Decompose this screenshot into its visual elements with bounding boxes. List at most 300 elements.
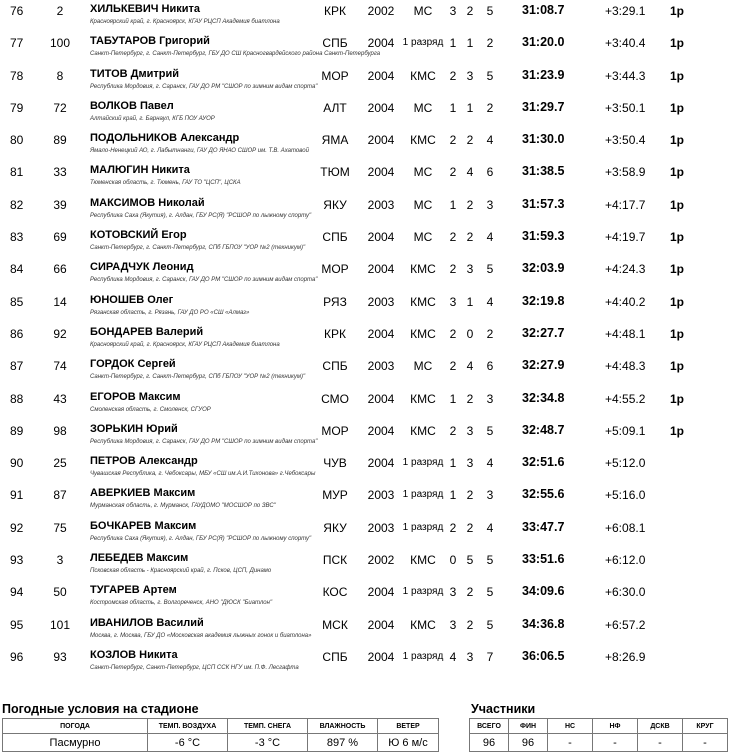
shooting-1: 1 [449,100,457,115]
shooting-2: 1 [466,294,474,309]
participants-section-title: Участники [471,702,536,716]
bib-number: 75 [53,520,67,535]
shooting-1: 3 [449,585,457,600]
shooting-1: 1 [449,456,457,471]
result-row [0,0,750,32]
shooting-1: 2 [449,230,457,245]
birth-year: 2004 [367,100,395,115]
athlete-club: Тюменская область, г. Тюмень, ГАУ ТО "ЦСП", ЦСКА [90,180,241,187]
region-code: ЯКУ [323,197,347,212]
bib-number: 33 [53,165,67,180]
place: 84 [10,262,24,277]
birth-year: 2002 [367,4,395,18]
athlete-club: Мурманская область, г. Мурманск, ГАУДОМО "МОСШОР по ЗВС" [90,503,276,510]
athlete-name: ЛЕБЕДЕВ Максим [90,552,189,565]
place: 80 [10,133,24,148]
participants-dsq: - [638,734,683,752]
participants-header-total: ВСЕГО [470,719,509,734]
participants-header-dns: НС [548,719,593,734]
athlete-name: ТУГАРЕВ Артем [90,584,177,597]
participants-header-row [470,719,728,734]
time-behind: +3:50.4 [605,133,646,148]
bib-number: 25 [53,456,67,471]
region-code: МСК [322,617,348,632]
shooting-2: 3 [466,649,474,664]
athlete-name: КОЗЛОВ Никита [90,648,178,661]
place: 90 [10,456,24,471]
achieved-class: 1р [670,4,685,18]
shooting-total: 5 [486,423,494,438]
achieved-class: 1р [670,359,685,374]
athlete-club: Республика Саха (Якутия), г. Алдан, ГБУ РС(Я) "РСШОР по лыжному спорту" [90,535,312,542]
finish-time: 32:27.7 [522,325,565,340]
time-behind: +3:58.9 [605,165,646,180]
sport-rank: МС [413,4,433,18]
shooting-1: 2 [449,326,457,341]
achieved-class: 1р [670,36,685,51]
participants-lapped: - [683,734,728,752]
place: 81 [10,165,24,180]
athlete-club: Санкт-Петербург, г. Санкт-Петербург, СПб ГБПОУ "УОР №2 (техникум)" [90,245,306,252]
sport-rank: КМС [410,617,436,632]
place: 93 [10,553,24,568]
birth-year: 2003 [367,294,395,309]
participants-header-finished: ФИН [509,719,548,734]
bib-number: 39 [53,197,67,212]
finish-time: 31:29.7 [522,99,565,114]
sport-rank: 1 разряд [402,586,444,598]
region-code: МОР [321,262,349,277]
athlete-club: Республика Мордовия, г. Саранск, ГАУ ДО РМ "СШОР по зимним видам спорта" [90,277,318,284]
result-row [0,323,750,355]
shooting-1: 2 [449,262,457,277]
athlete-name: СИРАДЧУК Леонид [90,261,194,274]
athlete-club: Москва, г. Москва, ГБУ ДО «Московская академия лыжных гонок и биатлона» [90,632,312,639]
region-code: ЧУВ [323,456,347,471]
finish-time: 33:51.6 [522,552,565,567]
place: 96 [10,649,24,664]
bib-number: 43 [53,391,67,406]
shooting-2: 4 [466,359,474,374]
birth-year: 2004 [367,36,395,51]
result-row [0,291,750,323]
participants-total: 96 [470,734,509,752]
sport-rank: 1 разряд [402,521,444,533]
shooting-2: 3 [466,262,474,277]
time-behind: +4:48.3 [605,359,646,374]
time-behind: +6:08.1 [605,520,646,535]
achieved-class: 1р [670,197,685,212]
athlete-club: Костромская область, г. Волгореченск, АНО "ДЮСК "Биатлон" [90,600,273,607]
time-behind: +4:19.7 [605,230,646,245]
place: 91 [10,488,24,503]
athlete-club: Республика Саха (Якутия), г. Алдан, ГБУ РС(Я) "РСШОР по лыжному спорту" [90,212,312,219]
bib-number: 3 [56,553,64,568]
region-code: МУР [322,488,348,503]
finish-time: 31:59.3 [522,229,565,244]
region-code: ЯКУ [323,520,347,535]
athlete-name: ЗОРЬКИН Юрий [90,422,178,435]
shooting-1: 1 [449,391,457,406]
shooting-1: 2 [449,68,457,83]
finish-time: 32:55.6 [522,487,565,502]
athlete-name: ПЕТРОВ Александр [90,455,198,468]
finish-time: 33:47.7 [522,519,565,534]
place: 79 [10,100,24,115]
shooting-2: 0 [466,326,474,341]
sport-rank: 1 разряд [402,650,444,662]
finish-time: 31:20.0 [522,35,565,50]
shooting-2: 2 [466,197,474,212]
region-code: КРК [324,4,346,18]
athlete-club: Санкт-Петербург, Санкт-Петербург, ЦСП ССК НГУ им. П.Ф. Лесгафта [90,664,299,671]
athlete-name: МАКСИМОВ Николай [90,196,205,209]
sport-rank: КМС [410,423,436,438]
result-row [0,388,750,420]
participants-table [469,718,728,752]
bib-number: 89 [53,133,67,148]
region-code: МОР [321,68,349,83]
weather-condition: Пасмурно [3,734,148,752]
finish-time: 34:36.8 [522,616,565,631]
time-behind: +3:44.3 [605,68,646,83]
participants-finished: 96 [509,734,548,752]
athlete-club: Ямало-Ненецкий АО, г. Лабытнанги, ГАУ ДО ЯНАО СШОР им. Т.В. Ахатовой [90,148,309,155]
athlete-club: Красноярский край, г. Красноярск, КГАУ РЦСП Академия биатлона [90,341,280,348]
weather-value-row [3,734,439,752]
shooting-2: 3 [466,423,474,438]
athlete-name: ИВАНИЛОВ Василий [90,616,204,629]
sport-rank: МС [413,197,433,212]
athlete-club: Республика Мордовия, г. Саранск, ГАУ ДО РМ "СШОР по зимним видам спорта" [90,83,318,90]
participants-dns: - [548,734,593,752]
result-row [0,614,750,646]
place: 89 [10,423,24,438]
athlete-name: ГОРДОК Сергей [90,358,176,371]
result-row [0,420,750,452]
sport-rank: МС [413,359,433,374]
birth-year: 2003 [367,520,395,535]
finish-time: 32:48.7 [522,422,565,437]
athlete-name: АВЕРКИЕВ Максим [90,487,196,500]
wind: Ю 6 м/с [378,734,439,752]
weather-header-condition: ПОГОДА [3,719,148,734]
result-row [0,355,750,387]
shooting-2: 2 [466,230,474,245]
place: 77 [10,36,24,51]
athlete-club: Санкт-Петербург, г. Санкт-Петербург, ГБУ ДО СШ Красногвардейского района Санкт-Петербурга [90,51,381,58]
result-row [0,258,750,290]
birth-year: 2004 [367,326,395,341]
participants-value-row [470,734,728,752]
region-code: СМО [321,391,349,406]
result-row [0,452,750,484]
finish-time: 32:19.8 [522,293,565,308]
athlete-name: БОНДАРЕВ Валерий [90,325,204,338]
athlete-name: ТИТОВ Дмитрий [90,67,179,80]
finish-time: 31:23.9 [522,67,565,82]
athlete-club: Санкт-Петербург, г. Санкт-Петербург, СПб ГБПОУ "УОР №2 (техникум)" [90,374,306,381]
finish-time: 36:06.5 [522,648,565,663]
shooting-2: 3 [466,68,474,83]
shooting-total: 4 [486,520,494,535]
athlete-name: ЕГОРОВ Максим [90,390,181,403]
birth-year: 2004 [367,585,395,600]
athlete-club: Красноярский край, г. Красноярск, КГАУ РЦСП Академия биатлона [90,19,280,25]
result-row [0,161,750,193]
bib-number: 72 [53,100,67,115]
shooting-1: 3 [449,4,457,18]
time-behind: +4:40.2 [605,294,646,309]
shooting-1: 2 [449,165,457,180]
sport-rank: 1 разряд [402,457,444,469]
finish-time: 34:09.6 [522,584,565,599]
finish-time: 32:27.9 [522,358,565,373]
result-row [0,32,750,64]
sport-rank: КМС [410,68,436,83]
finish-time: 32:34.8 [522,390,565,405]
achieved-class: 1р [670,133,685,148]
shooting-2: 1 [466,100,474,115]
bib-number: 14 [53,294,67,309]
result-row [0,129,750,161]
result-row [0,581,750,613]
result-row [0,194,750,226]
birth-year: 2004 [367,68,395,83]
shooting-1: 1 [449,197,457,212]
bib-number: 74 [53,359,67,374]
birth-year: 2002 [367,553,395,568]
region-code: СПБ [322,359,348,374]
region-code: КРК [324,326,346,341]
birth-year: 2004 [367,617,395,632]
time-behind: +4:55.2 [605,391,646,406]
participants-header-dsq: ДСКВ [638,719,683,734]
athlete-club: Чувашская Республика, г. Чебоксары, МБУ «СШ им.А.И.Тихонова» г.Чебоксары [90,471,316,478]
result-row [0,97,750,129]
athlete-name: МАЛЮГИН Никита [90,164,190,177]
achieved-class: 1р [670,100,685,115]
sport-rank: 1 разряд [402,37,444,49]
snow-temperature: -3 °C [228,734,308,752]
place: 78 [10,68,24,83]
shooting-total: 6 [486,165,494,180]
time-behind: +8:26.9 [605,649,646,664]
region-code: МОР [321,423,349,438]
athlete-club: Республика Мордовия, г. Саранск, ГАУ ДО РМ "СШОР по зимним видам спорта" [90,438,318,445]
region-code: СПБ [322,649,348,664]
place: 88 [10,391,24,406]
shooting-1: 1 [449,36,457,51]
shooting-total: 2 [486,36,494,51]
region-code: СПБ [322,230,348,245]
place: 95 [10,617,24,632]
birth-year: 2004 [367,133,395,148]
sport-rank: КМС [410,553,436,568]
achieved-class: 1р [670,391,685,406]
time-behind: +6:57.2 [605,617,646,632]
shooting-2: 2 [466,133,474,148]
birth-year: 2003 [367,488,395,503]
region-code: СПБ [322,36,348,51]
sport-rank: КМС [410,326,436,341]
shooting-1: 2 [449,359,457,374]
bib-number: 66 [53,262,67,277]
athlete-name: ВОЛКОВ Павел [90,99,174,112]
achieved-class: 1р [670,294,685,309]
athlete-name: ХИЛЬКЕВИЧ Никита [90,3,201,15]
weather-header-air-temp: ТЕМП. ВОЗДУХА [148,719,228,734]
achieved-class: 1р [670,165,685,180]
birth-year: 2004 [367,456,395,471]
time-behind: +5:09.1 [605,423,646,438]
shooting-total: 4 [486,230,494,245]
shooting-2: 2 [466,4,474,18]
result-row [0,65,750,97]
time-behind: +4:17.7 [605,197,646,212]
shooting-2: 2 [466,520,474,535]
sport-rank: МС [413,230,433,245]
place: 85 [10,294,24,309]
sport-rank: КМС [410,294,436,309]
bib-number: 87 [53,488,67,503]
sport-rank: МС [413,100,433,115]
weather-header-row [3,719,439,734]
birth-year: 2004 [367,262,395,277]
result-row [0,484,750,516]
time-behind: +3:29.1 [605,4,646,18]
birth-year: 2004 [367,423,395,438]
athlete-club: Алтайский край, г. Барнаул, КГБ ПОУ АУОР [90,115,215,122]
finish-time: 31:30.0 [522,132,565,147]
shooting-total: 4 [486,456,494,471]
bib-number: 69 [53,230,67,245]
result-row [0,517,750,549]
achieved-class: 1р [670,423,685,438]
participants-dnf: - [593,734,638,752]
place: 86 [10,326,24,341]
shooting-1: 2 [449,133,457,148]
weather-table [2,718,439,752]
shooting-2: 2 [466,585,474,600]
shooting-2: 1 [466,36,474,51]
weather-header-humidity: ВЛАЖНОСТЬ [308,719,378,734]
time-behind: +4:24.3 [605,262,646,277]
time-behind: +3:50.1 [605,100,646,115]
birth-year: 2004 [367,230,395,245]
shooting-total: 5 [486,553,494,568]
result-row [0,226,750,258]
achieved-class: 1р [670,230,685,245]
shooting-1: 1 [449,488,457,503]
shooting-1: 2 [449,520,457,535]
athlete-name: ЮНОШЕВ Олег [90,293,174,306]
finish-time: 31:57.3 [522,196,565,211]
shooting-2: 3 [466,456,474,471]
bib-number: 50 [53,585,67,600]
athlete-name: БОЧКАРЕВ Максим [90,519,197,532]
shooting-total: 5 [486,617,494,632]
humidity: 897 % [308,734,378,752]
region-code: РЯЗ [323,294,347,309]
place: 76 [10,4,24,18]
time-behind: +6:30.0 [605,585,646,600]
achieved-class: 1р [670,262,685,277]
region-code: ЯМА [321,133,349,148]
shooting-total: 2 [486,326,494,341]
time-behind: +5:16.0 [605,488,646,503]
bib-number: 8 [56,68,64,83]
shooting-total: 3 [486,197,494,212]
finish-time: 32:03.9 [522,261,565,276]
bib-number: 98 [53,423,67,438]
shooting-total: 5 [486,4,494,18]
shooting-total: 7 [486,649,494,664]
shooting-total: 3 [486,391,494,406]
shooting-total: 4 [486,294,494,309]
shooting-1: 2 [449,423,457,438]
weather-header-snow-temp: ТЕМП. СНЕГА [228,719,308,734]
shooting-1: 4 [449,649,457,664]
athlete-name: ПОДОЛЬНИКОВ Александр [90,132,240,145]
air-temperature: -6 °C [148,734,228,752]
bib-number: 2 [56,4,64,18]
place: 83 [10,230,24,245]
region-code: АЛТ [323,100,347,115]
finish-time: 31:38.5 [522,164,565,179]
result-row [0,646,750,678]
sport-rank: МС [413,165,433,180]
finish-time: 32:51.6 [522,455,565,470]
birth-year: 2004 [367,391,395,406]
athlete-club: Псковская область - Красноярский край, г. Псков, ЦСП, Динамо [90,568,272,575]
achieved-class: 1р [670,326,685,341]
shooting-1: 3 [449,294,457,309]
place: 94 [10,585,24,600]
participants-header-dnf: НФ [593,719,638,734]
athlete-club: Рязанская область, г. Рязань, ГАУ ДО РО «СШ «Алмаз» [90,309,250,316]
weather-header-wind: ВЕТЕР [378,719,439,734]
shooting-2: 2 [466,391,474,406]
place: 92 [10,520,24,535]
birth-year: 2003 [367,359,395,374]
time-behind: +6:12.0 [605,553,646,568]
shooting-total: 4 [486,133,494,148]
bib-number: 92 [53,326,67,341]
shooting-total: 2 [486,100,494,115]
time-behind: +4:48.1 [605,326,646,341]
time-behind: +5:12.0 [605,456,646,471]
finish-time: 31:08.7 [522,3,565,17]
sport-rank: КМС [410,391,436,406]
region-code: ТЮМ [320,165,350,180]
region-code: КОС [322,585,348,600]
birth-year: 2003 [367,197,395,212]
shooting-1: 0 [449,553,457,568]
result-row [0,549,750,581]
weather-section-title: Погодные условия на стадионе [2,702,199,716]
place: 82 [10,197,24,212]
shooting-2: 2 [466,488,474,503]
sport-rank: 1 разряд [402,489,444,501]
shooting-2: 5 [466,553,474,568]
shooting-total: 5 [486,262,494,277]
birth-year: 2004 [367,165,395,180]
sport-rank: КМС [410,262,436,277]
participants-header-lapped: КРУГ [683,719,728,734]
bib-number: 101 [49,617,71,632]
achieved-class: 1р [670,68,685,83]
